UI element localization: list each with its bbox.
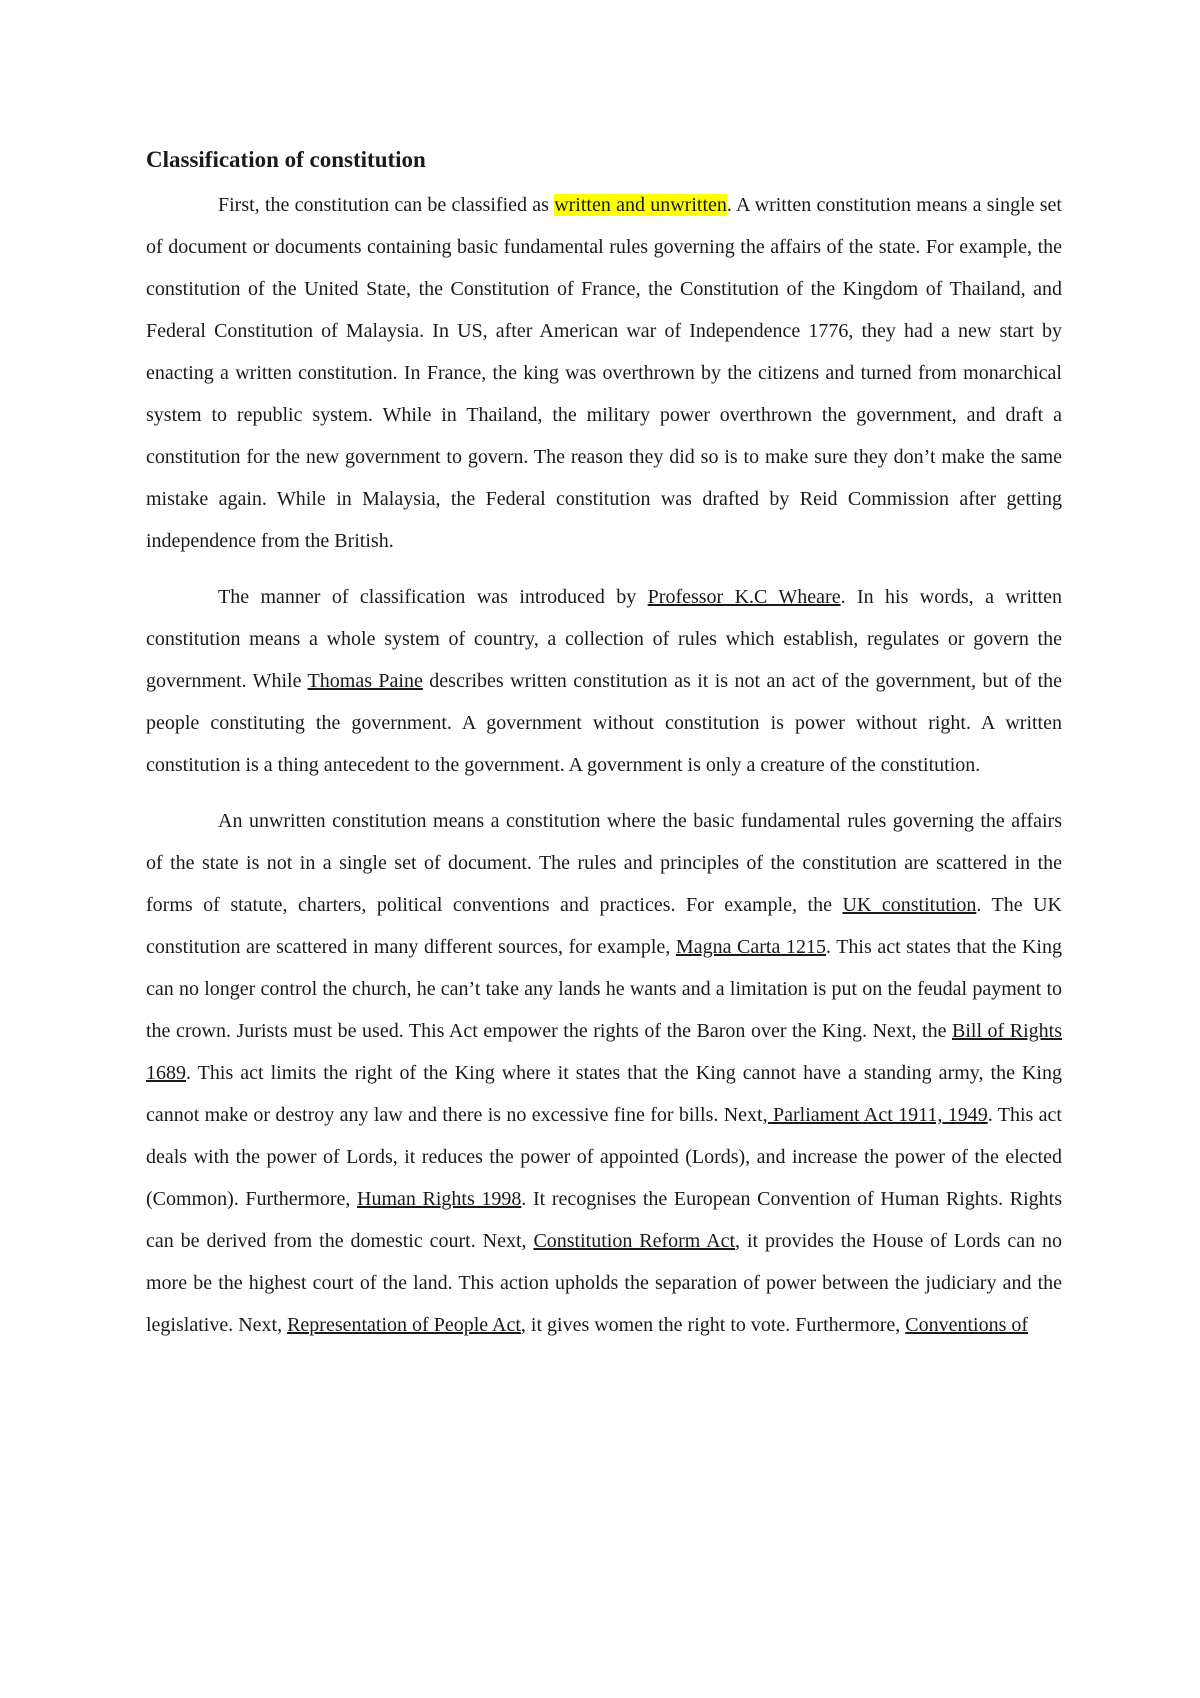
underlined-reference: Conventions of xyxy=(905,1314,1029,1336)
text-segment: . This act states that the King can no longer control the church, he can’t take any lands he wants and a limitation is put on the feudal payment to the crown. Jurists must be used. This Act empower the rights of the Baron over the King. Next, the xyxy=(146,936,1062,1042)
underlined-reference: Magna Carta 1215 xyxy=(675,936,826,958)
text-segment: . This act deals with the power of Lords, it reduces the power of appointed (Lords), and increase the power of the elected (Common). Furthermore, xyxy=(146,1104,1062,1210)
text-segment: . The UK constitution are scattered in many different sources, for example, xyxy=(146,894,1062,958)
text-segment: . A written constitution means a single set of document or documents containing basic fundamental rules governing the affairs of the state. For example, the constitution of the United State, the Constitution of France, the Constitution of the Kingdom of Thailand, and Federal Constitution of Malaysia. In US, after American war of Independence 1776, they had a new start by enacting a written constitution. In France, the king was overthrown by the citizens and turned from monarchical system to republic system. While in Thailand, the military power overthrown the government, and draft a constitution for the new government to govern. The reason they did so is to make sure they don’t make the same mistake again. While in Malaysia, the Federal constitution was drafted by Reid Commission after getting independence from the British. xyxy=(146,194,1062,552)
text-segment: . It recognises the European Convention of Human Rights. Rights can be derived from the domestic court. Next, xyxy=(146,1188,1062,1252)
text-segment: , it provides the House of Lords can no more be the highest court of the land. This action upholds the separation of power between the judiciary and the legislative. Next, xyxy=(146,1230,1062,1336)
text-segment: . This act limits the right of the King where it states that the King cannot have a standing army, the King cannot make or destroy any law and there is no excessive fine for bills. Next xyxy=(146,1062,1062,1126)
text-segment: describes written constitution as it is not an act of the government, but of the people constituting the government. A government without constitution is power without right. A written constitution is a thing antecedent to the government. A government is only a creature of the constitution. xyxy=(146,670,1063,776)
underlined-reference: Representation of People Act xyxy=(287,1314,521,1336)
underlined-reference: Professor K.C Wheare xyxy=(647,586,841,608)
underlined-reference: Thomas Paine xyxy=(307,670,423,692)
paragraph-classification-origin xyxy=(146,576,1062,786)
document-page xyxy=(146,146,1062,1360)
underlined-reference: , Parliament Act 1911, 1949 xyxy=(762,1104,988,1126)
text-segment: The manner of classification was introduced by xyxy=(218,586,648,608)
text-segment: . In his words, a written constitution means a whole system of country, a collection of rules which establish, regulates or govern the government. While xyxy=(146,586,1062,692)
paragraph-unwritten-constitution xyxy=(146,800,1062,1346)
underlined-reference: Human Rights 1998 xyxy=(357,1188,522,1210)
document-heading: Classification of constitution xyxy=(146,147,426,172)
paragraph-written-constitution xyxy=(146,184,1062,562)
underlined-reference: Bill of Rights 1689 xyxy=(146,1020,1062,1084)
text-segment: An unwritten constitution means a constitution where the basic fundamental rules governing the affairs of the state is not in a single set of document. The rules and principles of the constitution are scattered in the forms of statute, charters, political conventions and practices. For example, the xyxy=(146,810,1062,916)
underlined-reference: Constitution Reform Act xyxy=(533,1230,736,1252)
text-segment: , it gives women the right to vote. Furthermore, xyxy=(520,1314,906,1336)
text-segment: First, the constitution can be classified as xyxy=(218,194,555,216)
highlighted-text: written and unwritten xyxy=(554,194,727,216)
underlined-reference: UK constitution xyxy=(842,894,977,916)
